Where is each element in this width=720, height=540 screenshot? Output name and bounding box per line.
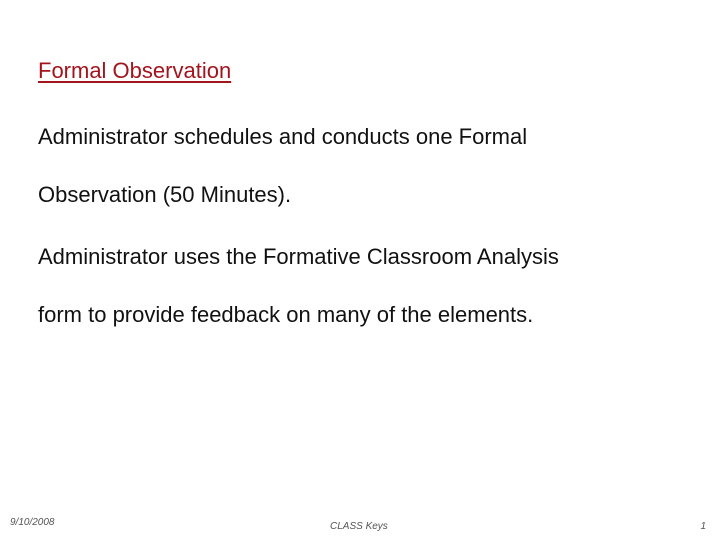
paragraph-line: Administrator uses the Formative Classroom Analysis (38, 244, 559, 269)
footer-date: 9/10/2008 (10, 517, 55, 528)
paragraph-line: form to provide feedback on many of the elements. (38, 302, 534, 327)
paragraph-analysis-form (38, 228, 698, 344)
slide-content (38, 56, 698, 348)
footer-page-number: 1 (700, 521, 706, 532)
slide-heading: Formal Observation (38, 58, 232, 83)
paragraph-formal-observation (38, 108, 698, 224)
paragraph-line: Administrator schedules and conducts one Formal (38, 124, 528, 149)
paragraph-line: Observation (50 Minutes). (38, 182, 292, 207)
footer-title: CLASS Keys (330, 521, 388, 532)
